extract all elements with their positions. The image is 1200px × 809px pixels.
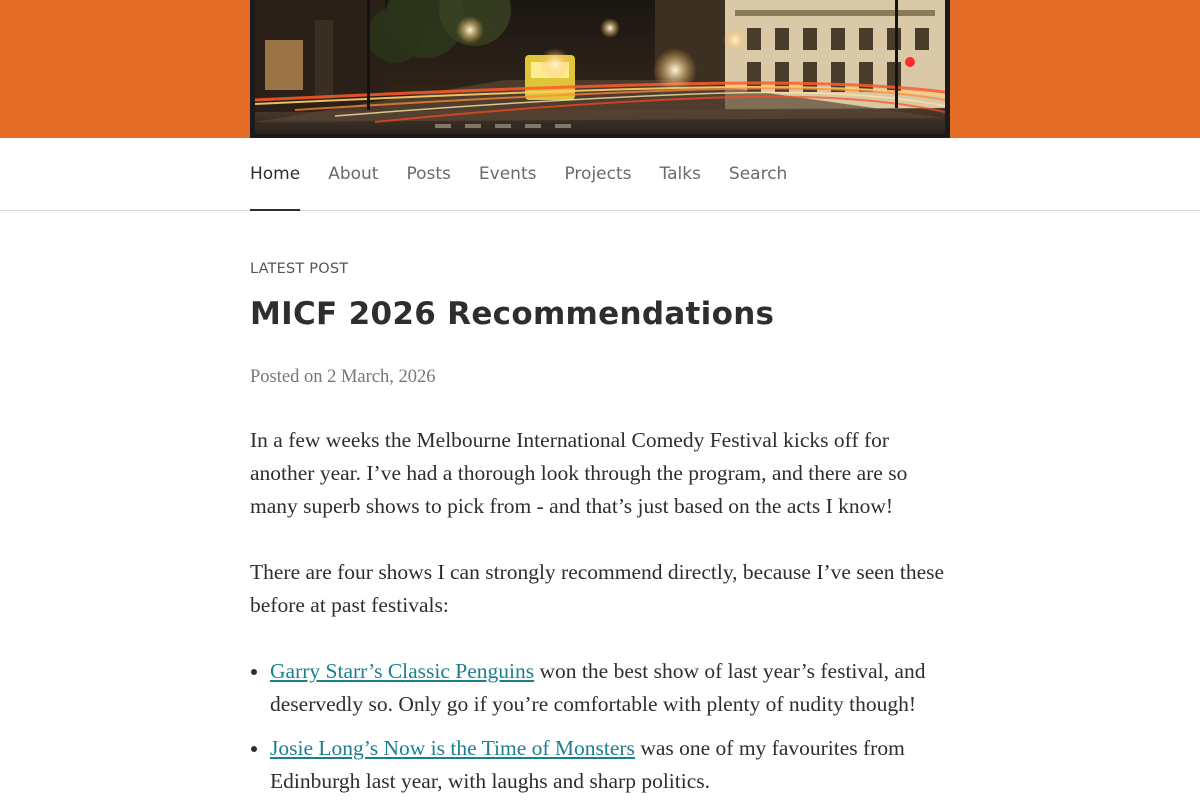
street-scene-illustration <box>255 0 945 134</box>
list-item-text: won the best show of last year’s festival, and deservedly so. Only go if you’re comfortable with plenty of nudity though! <box>270 659 926 716</box>
nav-list <box>250 138 815 210</box>
recommendation-list <box>250 655 950 798</box>
post-content <box>250 258 950 809</box>
nav-item-events[interactable]: Events <box>478 164 537 184</box>
intro-paragraph: In a few weeks the Melbourne International Comedy Festival kicks off for another year. I’ve had a thorough look through the program, and there are so many superb shows to pick from - and that’s just based on the acts I know! <box>250 428 908 518</box>
recommend-paragraph: There are four shows I can strongly recommend directly, because I’ve seen these before at past festivals: <box>250 560 945 617</box>
list-item <box>270 732 950 798</box>
nav-item-talks[interactable]: Talks <box>659 164 701 184</box>
posted-on-label: Posted on <box>250 367 328 387</box>
list-item <box>270 655 950 721</box>
nav-item-home[interactable]: Home <box>250 138 300 210</box>
post-title[interactable]: MICF 2026 Recommendations <box>250 296 775 332</box>
show-link-garry-starr[interactable]: Garry Starr’s Classic Penguins <box>270 659 535 683</box>
header-banner-image <box>250 0 950 138</box>
nav-item-posts[interactable]: Posts <box>406 164 451 184</box>
post-date: 2 March, 2026 <box>327 367 436 387</box>
banner-photo <box>255 0 945 134</box>
show-link-josie-long[interactable]: Josie Long’s Now is the Time of Monsters <box>270 736 635 760</box>
nav-item-search[interactable]: Search <box>728 164 788 184</box>
latest-post-label: LATEST POST <box>250 261 349 277</box>
list-item-text: was one of my favourites from Edinburgh last year, with laughs and sharp politics. <box>270 736 905 793</box>
post-meta <box>250 364 950 390</box>
nav-item-about[interactable]: About <box>328 164 379 184</box>
main-navigation <box>0 138 1200 211</box>
nav-item-projects[interactable]: Projects <box>564 164 632 184</box>
site-header <box>0 0 1200 138</box>
